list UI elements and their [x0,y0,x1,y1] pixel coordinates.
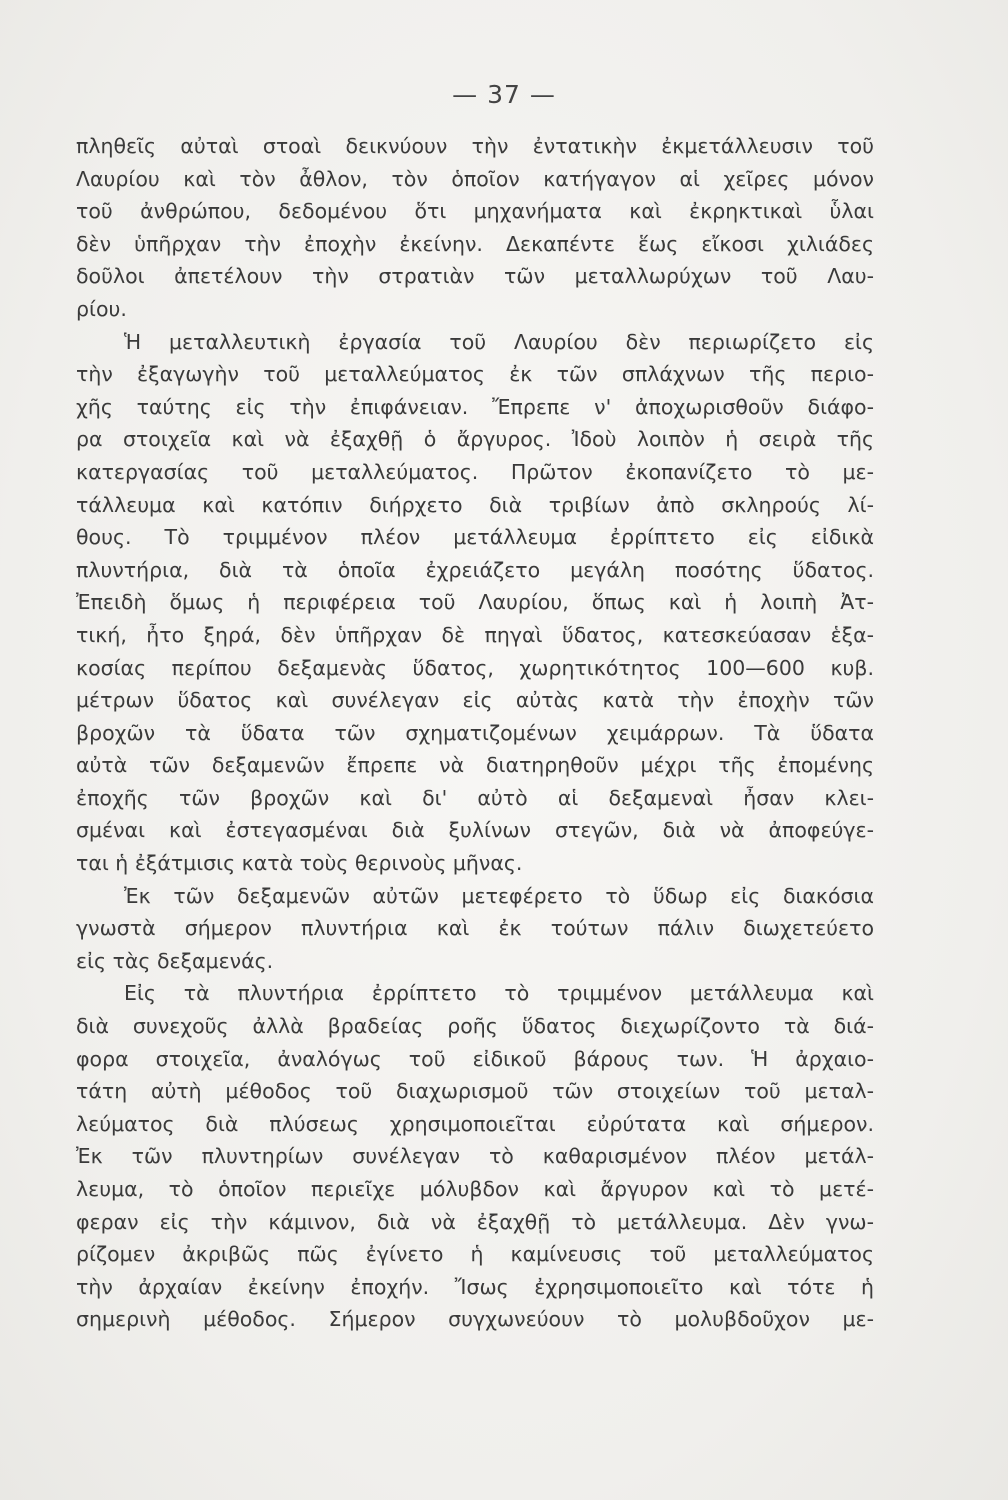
text-line: πλυντήρια, διὰ τὰ ὁποῖα ἐχρειάζετο μεγάλη ποσότης ὕδατος. [76,557,874,582]
text-line: φεραν εἰς τὴν κάμινον, διὰ νὰ ἐξαχθῇ τὸ μετάλλευμα. Δὲν γνω- [76,1209,874,1234]
text-line: τική, ἦτο ξηρά, δὲν ὑπῆρχαν δὲ πηγαὶ ὕδατος, κατεσκεύασαν ἑξα- [76,622,874,647]
text-line: ται ἡ ἐξάτμισις κατὰ τοὺς θερινοὺς μῆνας. [76,851,523,876]
text-line: Ἐκ τῶν πλυντηρίων συνέλεγαν τὸ καθαρισμένον πλέον μετάλ- [76,1144,874,1169]
text-line: γνωστὰ σήμερον πλυντήρια καὶ ἐκ τούτων πάλιν διωχετεύετο [76,916,874,941]
text-line: βροχῶν τὰ ὕδατα τῶν σχηματιζομένων χειμάρρων. Τὰ ὕδατα [76,720,874,745]
text-line: λεύματος διὰ πλύσεως χρησιμοποιεῖται εὐρύτατα καὶ σήμερον. [76,1111,874,1136]
text-line: λευμα, τὸ ὁποῖον περιεῖχε μόλυβδον καὶ ἄργυρον καὶ τὸ μετέ- [76,1177,874,1201]
text-line: Ἐπειδὴ ὅμως ἡ περιφέρεια τοῦ Λαυρίου, ὅπως καὶ ἡ λοιπὴ Ἀτ- [76,590,874,615]
text-line: σημερινὴ μέθοδος. Σήμερον συγχωνεύουν τὸ μολυβδοῦχον με- [76,1307,874,1332]
text-line: χῆς ταύτης εἰς τὴν ἐπιφάνειαν. Ἔπρεπε ν' ἀποχωρισθοῦν διάφο- [76,394,874,419]
body-text [76,130,874,1336]
text-line: Λαυρίου καὶ τὸν ἆθλον, τὸν ὁποῖον κατήγαγον αἱ χεῖρες μόνον [76,166,874,191]
text-line: εἰς τὰς δεξαμενάς. [76,948,274,973]
text-line: Ἐκ τῶν δεξαμενῶν αὐτῶν μετεφέρετο τὸ ὕδωρ εἰς διακόσια [124,883,874,908]
text-line: Ἡ μεταλλευτικὴ ἐργασία τοῦ Λαυρίου δὲν περιωρίζετο εἰς [124,329,874,354]
text-line: θους. Τὸ τριμμένον πλέον μετάλλευμα ἐρρίπτετο εἰς εἰδικὰ [76,525,874,550]
text-line: δὲν ὑπῆρχαν τὴν ἐποχὴν ἐκείνην. Δεκαπέντε ἕως εἴκοσι χιλιάδες [76,231,874,256]
text-line: σμέναι καὶ ἐστεγασμέναι διὰ ξυλίνων στεγῶν, διὰ νὰ ἀποφεύγε- [76,818,874,843]
text-line: τοῦ ἀνθρώπου, δεδομένου ὅτι μηχανήματα καὶ ἐκρηκτικαὶ ὗλαι [76,199,874,224]
text-line: διὰ συνεχοῦς ἀλλὰ βραδείας ροῆς ὕδατος διεχωρίζοντο τὰ διά- [76,1014,874,1039]
text-line: δοῦλοι ἀπετέλουν τὴν στρατιὰν τῶν μεταλλωρύχων τοῦ Λαυ- [76,264,874,289]
text-line: ρίου. [76,296,127,321]
text-line: τάλλευμα καὶ κατόπιν διήρχετο διὰ τριβίων ἀπὸ σκληρούς λί- [76,492,874,517]
text-line: κατεργασίας τοῦ μεταλλεύματος. Πρῶτον ἐκοπανίζετο τὸ με- [76,459,874,484]
text-line: κοσίας περίπου δεξαμενὰς ὕδατος, χωρητικότητος 100—600 κυβ. [76,655,874,680]
text-line: αὐτὰ τῶν δεξαμενῶν ἔπρεπε νὰ διατηρηθοῦν μέχρι τῆς ἐπομένης [76,753,874,778]
page-number: — 37 — [452,80,556,109]
text-line: πληθεῖς αὐταὶ στοαὶ δεικνύουν τὴν ἐντατικὴν ἐκμετάλλευσιν τοῦ [76,134,874,158]
text-line: φορα στοιχεῖα, ἀναλόγως τοῦ εἰδικοῦ βάρους των. Ἡ ἀρχαιο- [76,1046,874,1071]
text-line: ρα στοιχεῖα καὶ νὰ ἐξαχθῇ ὁ ἄργυρος. Ἰδοὺ λοιπὸν ἡ σειρὰ τῆς [76,427,874,452]
text-line: ρίζομεν ἀκριβῶς πῶς ἐγίνετο ἡ καμίνευσις τοῦ μεταλλεύματος [76,1242,874,1267]
text-line: τὴν ἐξαγωγὴν τοῦ μεταλλεύματος ἐκ τῶν σπλάχνων τῆς περιο- [76,362,874,387]
text-line: ἐποχῆς τῶν βροχῶν καὶ δι' αὐτὸ αἱ δεξαμεναὶ ἦσαν κλει- [76,785,874,810]
text-line: μέτρων ὕδατος καὶ συνέλεγαν εἰς αὐτὰς κατὰ τὴν ἐποχὴν τῶν [76,688,874,713]
text-line: τάτη αὐτὴ μέθοδος τοῦ διαχωρισμοῦ τῶν στοιχείων τοῦ μεταλ- [76,1079,874,1104]
text-line: τὴν ἀρχαίαν ἐκείνην ἐποχήν. Ἴσως ἐχρησιμοποιεῖτο καὶ τότε ἡ [76,1274,874,1299]
text-line: Εἰς τὰ πλυντήρια ἐρρίπτετο τὸ τριμμένον μετάλλευμα καὶ [124,981,874,1006]
